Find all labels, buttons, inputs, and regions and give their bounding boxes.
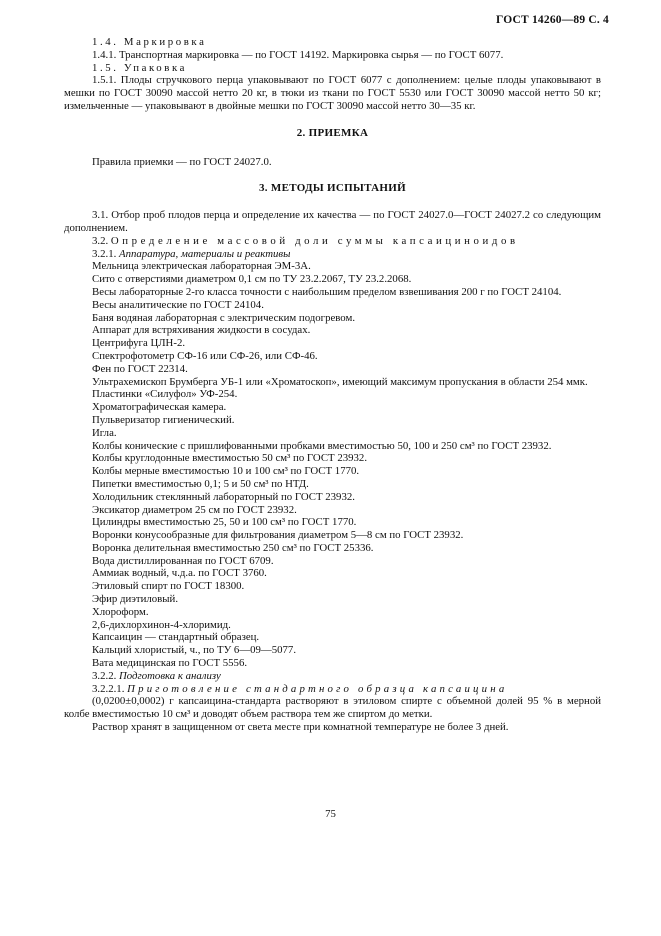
subsection-capsaicin-heading: 3.2. Определение массовой доли суммы капсаициноидов — [92, 234, 519, 247]
section-acceptance-title: 2. ПРИЕМКА — [296, 126, 369, 139]
equipment-item: Аппарат для встряхивания жидкости в сосудах. — [92, 324, 311, 337]
paragraph-standard-prep: (0,0200±0,0002) г капсаицина-стандарта растворяют в этиловом спирте с объемной долей 95 % в мерной колбе вместимостью 10 см³ и доводят объем раствора тем же спиртом до метки. — [64, 695, 601, 721]
paragraph-storage: Раствор хранят в защищенном от света месте при комнатной температуре не более 3 дней. — [92, 721, 509, 734]
equipment-item: Холодильник стеклянный лабораторный по ГОСТ 23932. — [92, 490, 355, 503]
equipment-item: Вата медицинская по ГОСТ 5556. — [92, 657, 248, 670]
equipment-item: Цилиндры вместимостью 25, 50 и 100 см³ по ГОСТ 1770. — [92, 516, 357, 529]
equipment-list — [64, 260, 601, 670]
equipment-item: Колбы конические с пришлифованными пробками вместимостью 50, 100 и 250 см³ по ГОСТ 23932. — [92, 439, 552, 452]
equipment-item: 2,6-дихлорхинон-4-хлоримид. — [92, 618, 231, 631]
equipment-item: Аммиак водный, ч.д.а. по ГОСТ 3760. — [92, 567, 267, 580]
section-marking-heading: 1.4. Маркировка — [92, 36, 207, 48]
equipment-item: Вода дистиллированная по ГОСТ 6709. — [92, 554, 274, 567]
equipment-item: Воронка делительная вместимостью 250 см³ по ГОСТ 25336. — [92, 541, 374, 554]
equipment-item: Весы лабораторные 2-го класса точности с наибольшим пределом взвешивания 200 г по ГОСТ 24104. — [92, 285, 562, 298]
equipment-item: Эксикатор диаметром 25 см по ГОСТ 23932. — [92, 503, 297, 516]
equipment-item: Сито с отверстиями диаметром 0,1 см по ТУ 23.2.2067, ТУ 23.2.2068. — [92, 273, 412, 286]
paragraph-acceptance: Правила приемки — по ГОСТ 24027.0. — [92, 155, 272, 168]
equipment-item: Спектрофотометр СФ-16 или СФ-26, или СФ-46. — [92, 349, 318, 362]
equipment-item: Пульверизатор гигиенический. — [92, 413, 235, 426]
document-body — [64, 36, 601, 734]
page-header: ГОСТ 14260—89 С. 4 — [496, 14, 609, 26]
equipment-item: Пипетки вместимостью 0,1; 5 и 50 см³ по НТД. — [92, 477, 309, 490]
paragraph-packing: 1.5.1. Плоды стручкового перца упаковывают по ГОСТ 6077 с дополнением: целые плоды упаковывают в мешки по ГОСТ 30090 массой нетто 20 кг, в тюки из ткани по ГОСТ 5530 или ГОСТ 30090 массой нетто 50 кг; измельченные — упаковывают в двойные мешки по ГОСТ 30090 массой нетто 30—35 кг. — [64, 74, 601, 112]
equipment-item: Хроматографическая камера. — [92, 401, 227, 414]
subsection-standard-prep-heading: 3.2.2.1. Приготовление стандартного образца капсаицина — [92, 682, 508, 695]
equipment-item: Этиловый спирт по ГОСТ 18300. — [92, 580, 245, 593]
equipment-item: Центрифуга ЦЛН-2. — [92, 337, 186, 350]
section-methods-title: 3. МЕТОДЫ ИСПЫТАНИЙ — [259, 182, 406, 195]
subsection-preparation-heading: 3.2.2. Подготовка к анализу — [92, 669, 221, 682]
equipment-item: Фен по ГОСТ 22314. — [92, 362, 188, 375]
equipment-item: Капсаицин — стандартный образец. — [92, 631, 260, 644]
page-number: 75 — [325, 808, 336, 820]
equipment-item: Ультрахемископ Брумберга УБ-1 или «Хроматоскоп», имеющий максимум пропускания в области 254 ммк. — [92, 375, 588, 388]
equipment-item: Воронки конусообразные для фильтрования диаметром 5—8 см по ГОСТ 23932. — [92, 529, 464, 542]
equipment-item: Пластинки «Силуфол» УФ-254. — [92, 388, 238, 401]
section-packing-heading: 1.5. Упаковка — [92, 61, 188, 74]
paragraph-marking: 1.4.1. Транспортная маркировка — по ГОСТ 14192. Маркировка сырья — по ГОСТ 6077. — [92, 48, 504, 61]
equipment-item: Баня водяная лабораторная с электрическим подогревом. — [92, 311, 356, 324]
equipment-item: Колбы мерные вместимостью 10 и 100 см³ по ГОСТ 1770. — [92, 465, 360, 478]
subsection-apparatus-heading: 3.2.1. Аппаратура, материалы и реактивы — [92, 247, 291, 260]
equipment-item: Игла. — [92, 426, 117, 439]
equipment-item: Кальций хлористый, ч., по ТУ 6—09—5077. — [92, 644, 297, 657]
equipment-item: Хлороформ. — [92, 605, 149, 618]
paragraph-methods-intro: 3.1. Отбор проб плодов перца и определение их качества — по ГОСТ 24027.0—ГОСТ 24027.2 со следующим дополнением. — [64, 209, 601, 234]
equipment-item: Весы аналитические по ГОСТ 24104. — [92, 298, 264, 311]
equipment-item: Эфир диэтиловый. — [92, 593, 179, 606]
equipment-item: Мельница электрическая лабораторная ЭМ-3А. — [92, 260, 311, 273]
equipment-item: Колбы круглодонные вместимостью 50 см³ по ГОСТ 23932. — [92, 452, 368, 465]
